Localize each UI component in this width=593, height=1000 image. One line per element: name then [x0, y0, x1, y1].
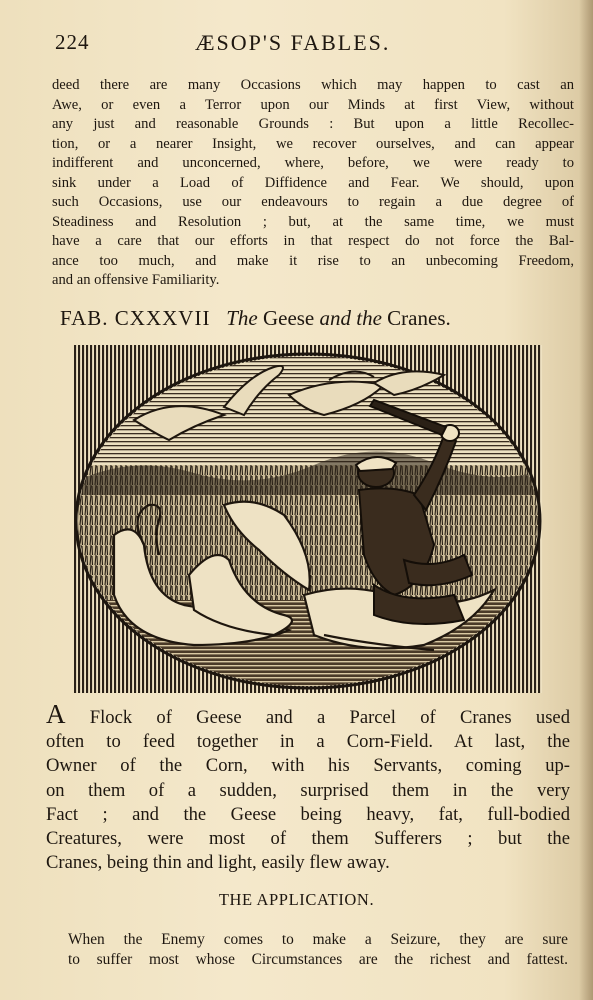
drop-cap: A [46, 699, 66, 729]
page-edge-shadow [579, 0, 593, 1000]
text-line [46, 699, 570, 730]
woodcut-illustration [74, 345, 542, 693]
text-line: Cranes, being thin and light, easily flew away. [46, 852, 390, 874]
text-line: When the Enemy comes to make a Seizure, they are sure [68, 931, 568, 948]
text-line: Creatures, were most of them Sufferers ; but the [46, 828, 570, 850]
text-line: sink under a Load of Diffidence and Fear. We should, upon [52, 174, 574, 191]
text-line: any just and reasonable Grounds : But upon a little Recollec- [52, 116, 574, 132]
text-line: have a care that our efforts in that respect do not force the Bal- [52, 233, 574, 249]
text-line: ance too much, and make it rise to an unbecoming Freedom, [52, 252, 574, 269]
running-title: ÆSOP'S FABLES. [195, 30, 391, 55]
application-heading: THE APPLICATION. [218, 890, 375, 909]
fable-number: FAB. CXXXVII [60, 306, 211, 330]
text-line: indifferent and unconcerned, where, before, we were ready to [52, 155, 574, 171]
text-line: and an offensive Familiarity. [52, 272, 220, 288]
text-line: tion, or a nearer Insight, we recover ourselves, and can appear [52, 135, 574, 152]
text-line-rest: Flock of Geese and a Parcel of Cranes used [65, 707, 570, 728]
intro-paragraph [52, 76, 574, 291]
text-line: to suffer most whose Circumstances are the richest and fattest. [68, 951, 568, 968]
running-header [47, 30, 567, 60]
text-line: such Occasions, use our endeavours to regain a due degree of [52, 194, 574, 210]
fable-title-cranes: Cranes. [387, 306, 451, 330]
text-line: Owner of the Corn, with his Servants, coming up- [46, 755, 570, 777]
text-line: Steadiness and Resolution ; but, at the same time, we must [52, 213, 574, 230]
text-line: deed there are many Occasions which may happen to cast an [52, 77, 574, 93]
application-text [68, 930, 568, 970]
page-number: 224 [55, 30, 90, 54]
text-line: Awe, or even a Terror upon our Minds at first View, without [52, 96, 574, 113]
text-line: Fact ; and the Geese being heavy, fat, full-bodied [46, 803, 570, 825]
text-line: on them of a sudden, surprised them in the very [46, 779, 570, 801]
fable-title [60, 306, 565, 331]
fable-title-the: The [226, 306, 258, 330]
fable-title-geese: Geese [262, 306, 315, 330]
text-line: often to feed together in a Corn-Field. At last, the [46, 731, 570, 753]
fable-title-and-the: and the [319, 306, 382, 330]
fable-text [46, 699, 570, 875]
